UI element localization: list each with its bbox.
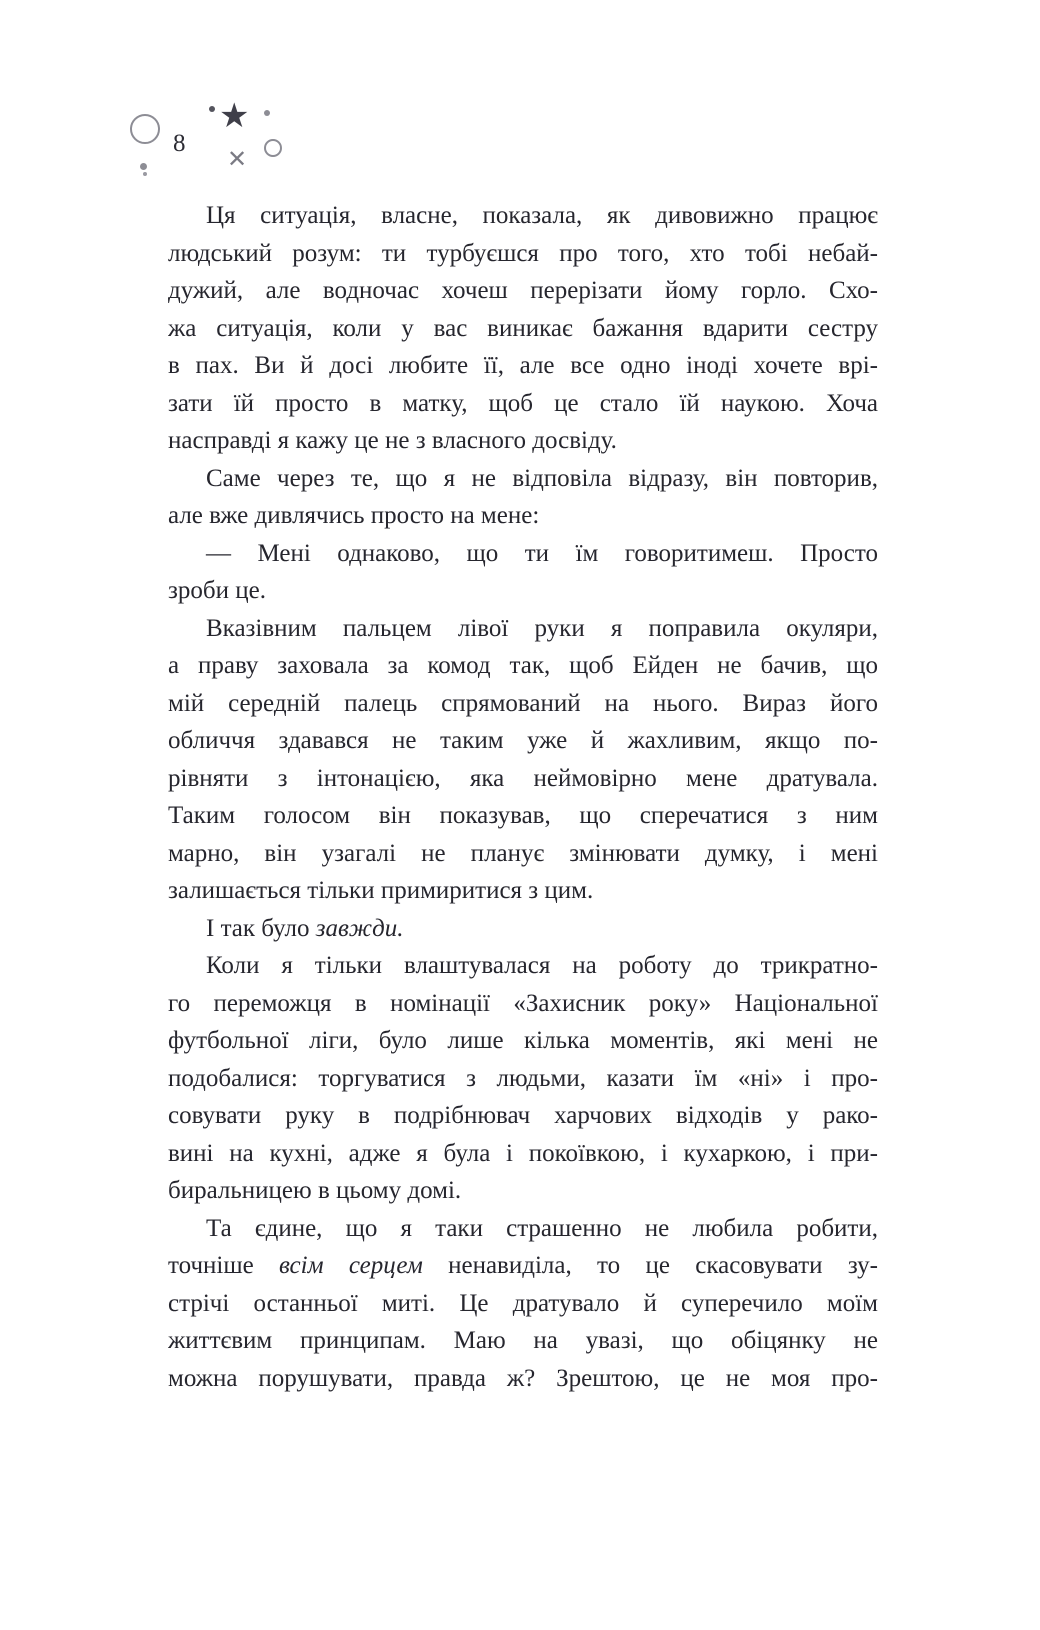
text-line	[168, 1060, 878, 1098]
plain-text: го переможця в номінації «Захисник року» Національної	[168, 989, 878, 1017]
paragraph	[168, 1210, 878, 1398]
plain-text: людський розум: ти турбуєшся про того, хто тобі небай-	[168, 239, 878, 267]
text-line	[168, 947, 878, 985]
plain-text: Саме через те, що я не відповіла відразу, він повторив,	[206, 464, 878, 492]
text-line	[168, 872, 878, 910]
plain-text: вині на кухні, адже я була і покоївкою, і кухаркою, і при-	[168, 1139, 878, 1167]
text-line	[168, 497, 878, 535]
plain-text: обличчя здавався не таким уже й жахливим, якщо по-	[168, 727, 878, 754]
text-line	[168, 1285, 878, 1323]
text-line	[168, 235, 878, 273]
text-line	[168, 647, 878, 685]
text-line	[168, 347, 878, 385]
plain-text: в пах. Ви й досі любите її, але все одно іноді хочете врі-	[168, 352, 878, 379]
paragraph	[168, 910, 878, 948]
text-line	[168, 310, 878, 348]
text-line	[168, 385, 878, 423]
plain-text: стрічі останньої миті. Це дратувало й суперечило моїм	[168, 1289, 878, 1317]
text-line	[168, 760, 878, 798]
plain-text: зати їй просто в матку, щоб це стало їй наукою. Хоча	[168, 389, 878, 417]
decorative-ornament	[0, 0, 320, 200]
dot-icon	[143, 172, 147, 176]
italic-text: всім серцем	[279, 1252, 423, 1279]
plain-text: можна порушувати, правда ж? Зрештою, це не моя про-	[168, 1364, 878, 1392]
plain-text: але вже дивлячись просто на мене:	[168, 502, 540, 529]
text-line	[168, 272, 878, 310]
text-line	[168, 572, 878, 610]
text-line	[168, 535, 878, 573]
dot-icon	[140, 163, 147, 170]
text-line	[168, 835, 878, 873]
text-line	[168, 910, 878, 948]
text-line	[168, 985, 878, 1023]
star-icon: ★	[219, 96, 250, 136]
page-number: 8	[173, 130, 186, 157]
plain-text: биральницею в цьому домі.	[168, 1177, 462, 1204]
plain-text: подобалися: торгуватися з людьми, казати їм «ні» і про-	[168, 1064, 878, 1092]
text-line	[168, 722, 878, 760]
plain-text: совувати руку в подрібнювач харчових відходів у рако-	[168, 1102, 878, 1129]
plain-text: Ця ситуація, власне, показала, як дивовижно працює	[206, 202, 878, 229]
text-line	[168, 610, 878, 648]
ring-icon	[264, 139, 282, 157]
plain-text: ненавиділа, то це скасовувати зу-	[422, 1252, 878, 1279]
plain-text: точніше	[168, 1252, 280, 1279]
paragraph	[168, 610, 878, 910]
plain-text: а праву заховала за комод так, щоб Ейден не бачив, що	[168, 652, 878, 679]
plain-text: марно, він узагалі не планує змінювати думку, і мені	[168, 839, 878, 867]
plain-text: рівняти з інтонацією, яка неймовірно мене дратувала.	[168, 764, 878, 792]
text-line	[168, 422, 878, 460]
paragraph	[168, 535, 878, 610]
dot-icon	[264, 110, 270, 116]
text-line	[168, 1210, 878, 1248]
italic-text: завжди.	[315, 914, 404, 942]
plain-text: мій середній палець спрямований на нього. Вираз його	[168, 689, 878, 717]
text-block	[168, 197, 878, 1397]
plain-text: жа ситуація, коли у вас виникає бажання вдарити сестру	[168, 314, 878, 342]
text-line	[168, 1135, 878, 1173]
cross-icon: ✕	[227, 145, 248, 173]
plain-text: І так було	[206, 914, 316, 942]
plain-text: футбольної ліги, було лише кілька моментів, які мені не	[168, 1027, 878, 1054]
plain-text: Таким голосом він показував, що сперечатися з ним	[168, 802, 878, 829]
paragraph	[168, 947, 878, 1210]
text-line	[168, 1360, 878, 1398]
plain-text: насправді я кажу це не з власного досвіду.	[168, 427, 617, 454]
plain-text: залишається тільки примиритися з цим.	[168, 877, 594, 904]
text-line	[168, 460, 878, 498]
paragraph	[168, 460, 878, 535]
plain-text: зроби це.	[168, 577, 266, 604]
text-line	[168, 1172, 878, 1210]
text-line	[168, 685, 878, 723]
text-line	[168, 1022, 878, 1060]
plain-text: Та єдине, що я таки страшенно не любила робити,	[206, 1214, 878, 1242]
text-line	[168, 197, 878, 235]
plain-text: Вказівним пальцем лівої руки я поправила окуляри,	[206, 614, 878, 642]
paragraph	[168, 197, 878, 460]
ring-icon	[130, 114, 160, 144]
dot-icon	[209, 106, 215, 112]
plain-text: дужий, але водночас хочеш перерізати йому горло. Схо-	[168, 277, 878, 304]
plain-text: — Мені однаково, що ти їм говоритимеш. Просто	[206, 539, 878, 567]
plain-text: життєвим принципам. Маю на увазі, що обіцянку не	[168, 1327, 878, 1354]
text-line	[168, 1247, 878, 1285]
text-line	[168, 1097, 878, 1135]
text-line	[168, 797, 878, 835]
text-line	[168, 1322, 878, 1360]
plain-text: Коли я тільки влаштувалася на роботу до трикратно-	[206, 952, 878, 979]
